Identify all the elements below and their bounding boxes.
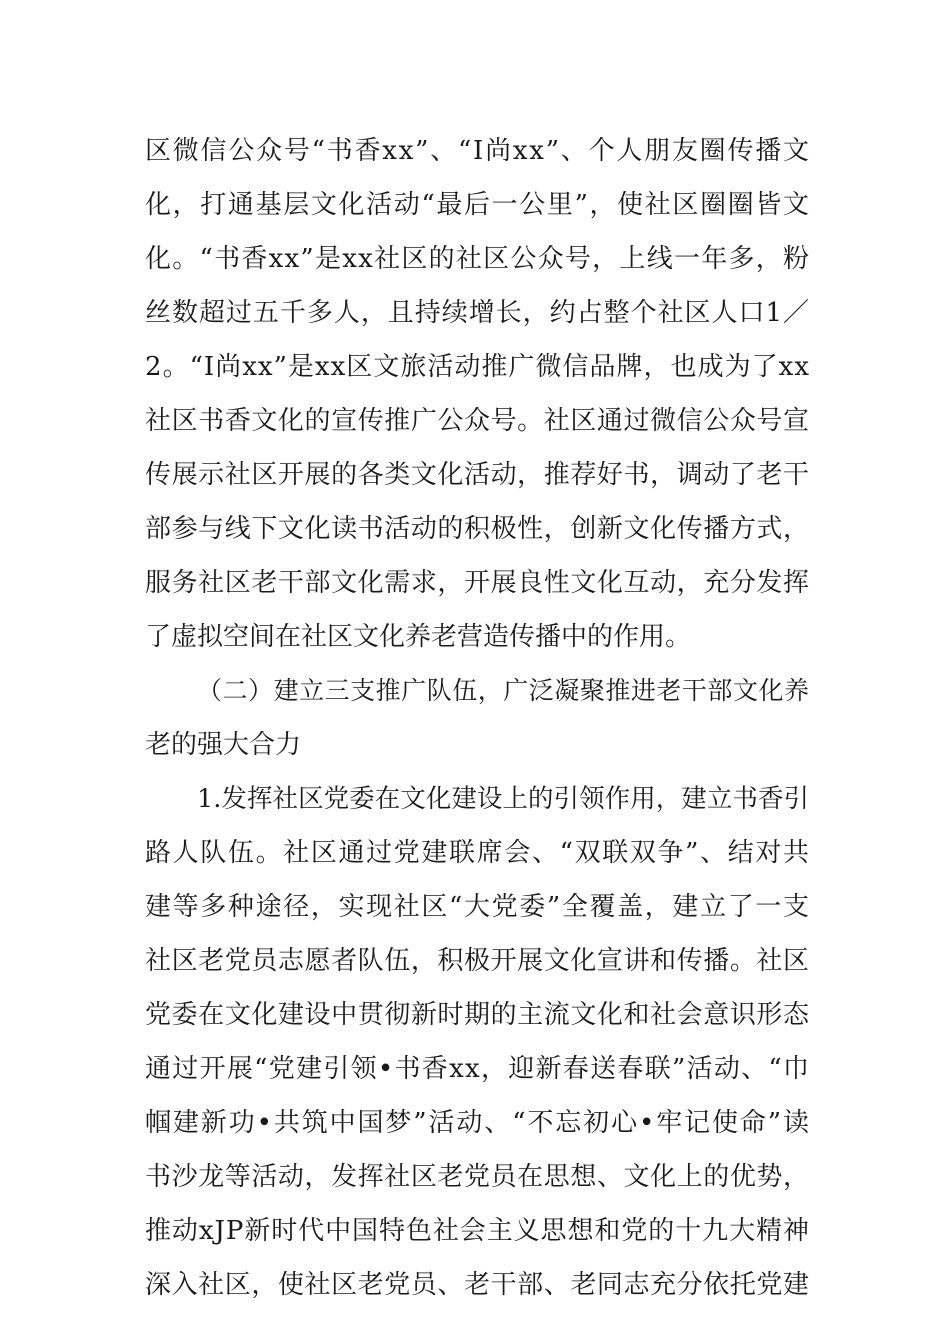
text-line: 1.发挥社区党委在文化建设上的引领作用，建立书香引	[197, 784, 810, 814]
text-line: 书沙龙等活动，发挥社区老党员在思想、文化上的优势，	[145, 1162, 810, 1192]
text-line: 化，打通基层文化活动“最后一公里”，使社区圈圈皆文	[145, 190, 811, 220]
text-line: 区微信公众号“书香xx”、“I尚xx”、个人朋友圈传播文	[145, 136, 811, 166]
text-line: 社区书香文化的宣传推广公众号。社区通过微信公众号宣	[145, 406, 810, 436]
text-line: 了虚拟空间在社区文化养老营造传播中的作用。	[145, 622, 692, 652]
text-line: 丝数超过五千多人，且持续增长，约占整个社区人口1／	[145, 298, 810, 328]
text-line: 帼建新功•共筑中国梦”活动、“不忘初心•牢记使命”读	[145, 1108, 811, 1138]
text-line: 服务社区老干部文化需求，开展良性文化互动，充分发挥	[145, 568, 810, 598]
text-line: 深入社区，使社区老党员、老干部、老同志充分依托党建	[145, 1270, 810, 1300]
text-line: 建等多种途径，实现社区“大党委”全覆盖，建立了一支	[145, 892, 811, 922]
text-line: 推动xJP新时代中国特色社会主义思想和党的十九大精神	[145, 1216, 810, 1246]
text-line: 社区老党员志愿者队伍，积极开展文化宣讲和传播。社区	[145, 946, 810, 976]
text-line: 老的强大合力	[145, 730, 302, 760]
text-line: 路人队伍。社区通过党建联席会、“双联双争”、结对共	[145, 838, 811, 868]
text-line: 传展示社区开展的各类文化活动，推荐好书，调动了老干	[145, 460, 810, 490]
text-line: 通过开展“党建引领•书香xx，迎新春送春联”活动、“巾	[145, 1054, 811, 1084]
text-line: 化。“书香xx”是xx社区的社区公众号，上线一年多，粉	[145, 244, 811, 274]
text-line: 党委在文化建设中贯彻新时期的主流文化和社会意识形态	[145, 1000, 810, 1030]
body-text	[145, 124, 809, 1312]
text-line: 2。“I尚xx”是xx区文旅活动推广微信品牌，也成为了xx	[145, 352, 811, 382]
text-line: （二）建立三支推广队伍，广泛凝聚推进老干部文化养	[197, 676, 810, 705]
text-line: 部参与线下文化读书活动的积极性，创新文化传播方式，	[145, 514, 810, 544]
